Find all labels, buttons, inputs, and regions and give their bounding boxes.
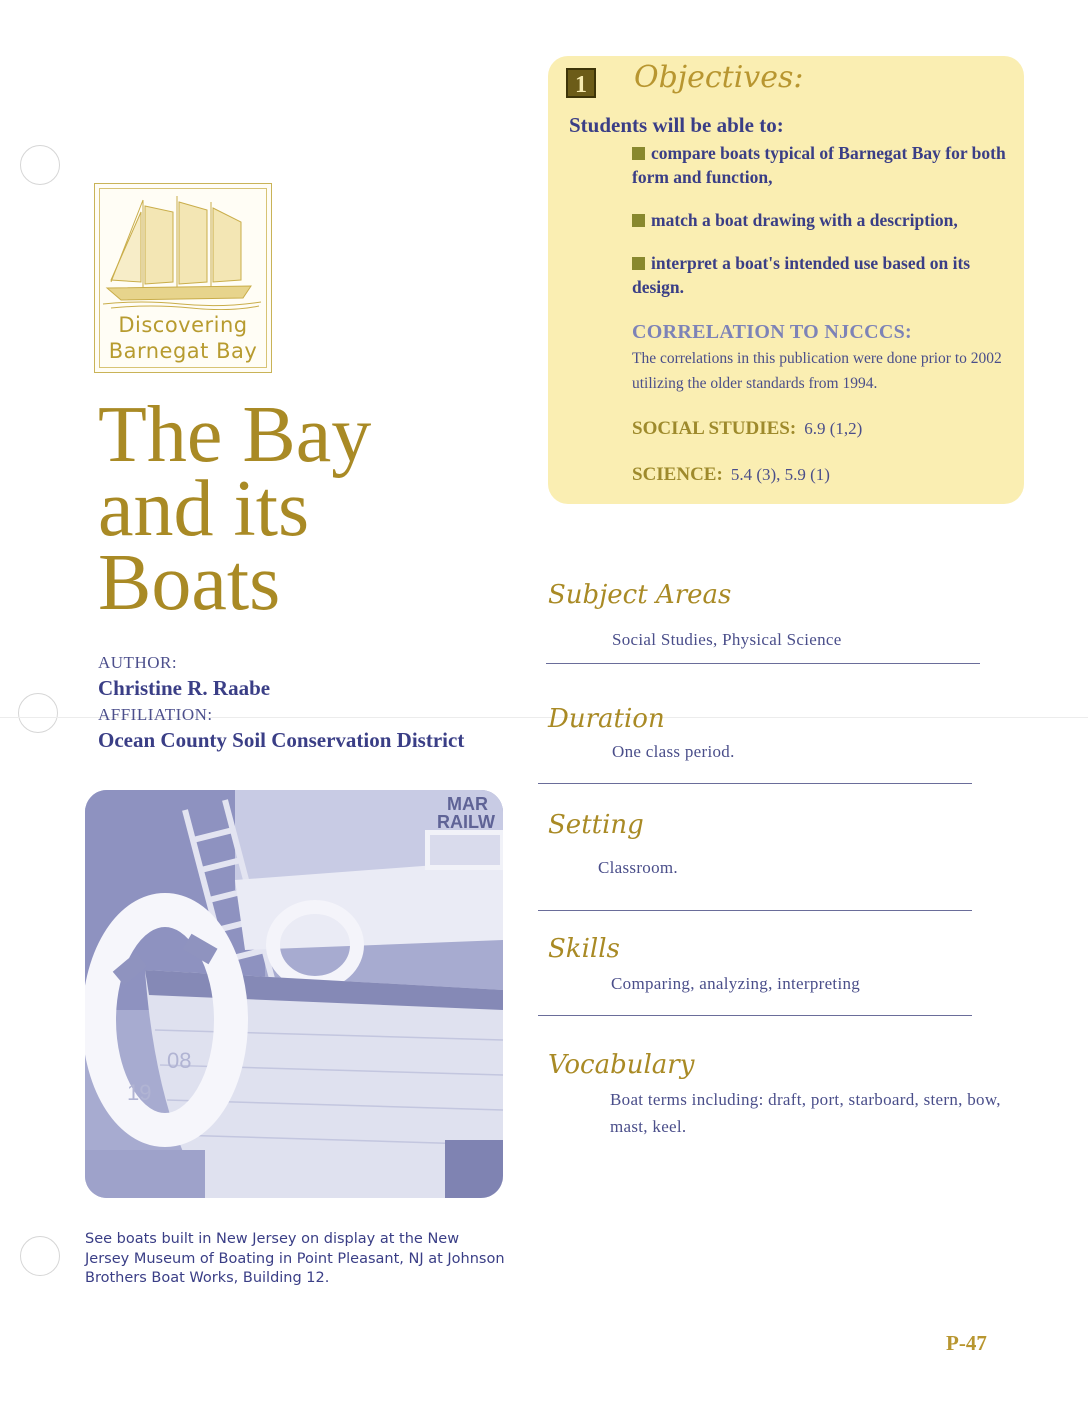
subject-areas-text: Social Studies, Physical Science [612, 630, 842, 649]
correlation-title: CORRELATION TO NJCCCS: [632, 321, 912, 343]
punch-hole-middle [18, 693, 58, 733]
page-number: P-47 [946, 1331, 987, 1355]
objective-item: interpret a boat's intended use based on its design. [632, 253, 971, 297]
vocabulary-heading: Vocabulary [548, 1050, 695, 1080]
objective-item: match a boat drawing with a description, [632, 208, 1012, 232]
science-standard [632, 464, 830, 486]
duration-heading: Duration [548, 704, 665, 734]
author-name: Christine R. Raabe [98, 676, 271, 700]
author-label: AUTHOR: [98, 653, 178, 672]
vocabulary-text: Boat terms including: draft, port, starboard, stern, bow, mast, keel. [610, 1090, 1001, 1136]
square-bullet-icon [632, 214, 645, 227]
photo-sign-line-2: RAILW [437, 812, 495, 832]
title-line-3: Boats [98, 539, 281, 627]
objectives-list [632, 141, 1012, 318]
social-studies-label: SOCIAL STUDIES: [632, 418, 797, 439]
punch-hole-top [20, 145, 60, 185]
schooner-icon [101, 192, 265, 310]
title-line-2: and its [98, 465, 310, 553]
punch-hole-bottom [20, 1236, 60, 1276]
affiliation-name: Ocean County Soil Conservation District [98, 728, 465, 752]
photo-sign-line-1: MAR [447, 794, 488, 814]
science-value: 5.4 (3), 5.9 (1) [730, 465, 830, 484]
objective-item: compare boats typical of Barnegat Bay for both form and function, [632, 143, 1006, 187]
boat-photo [85, 790, 503, 1198]
subject-areas-heading: Subject Areas [548, 580, 732, 610]
setting-heading: Setting [548, 810, 644, 840]
setting-text: Classroom. [598, 858, 678, 877]
section-divider [546, 663, 980, 664]
ring-number: 19 [127, 1080, 152, 1105]
affiliation-label: AFFILIATION: [98, 705, 213, 724]
section-divider [538, 783, 972, 784]
objectives-heading: Objectives: [634, 60, 804, 95]
section-divider [538, 1015, 972, 1016]
social-studies-standard [632, 418, 862, 440]
duration-text: One class period. [612, 742, 735, 761]
correlation-text: The correlations in this publication were done prior to 2002 utilizing the older standards from 1994. [632, 350, 1002, 392]
objectives-number: 1 [566, 68, 596, 98]
lesson-title [98, 391, 498, 627]
logo-line-1: Discovering [118, 313, 248, 337]
logo-text [95, 312, 271, 364]
science-label: SCIENCE: [632, 464, 723, 485]
objectives-intro: Students will be able to: [569, 113, 784, 137]
ring-number-2: 08 [167, 1048, 192, 1073]
square-bullet-icon [632, 147, 645, 160]
skills-text: Comparing, analyzing, interpreting [611, 974, 861, 993]
square-bullet-icon [632, 257, 645, 270]
section-divider [538, 910, 972, 911]
logo-line-2: Barnegat Bay [108, 339, 258, 363]
objectives-box [548, 56, 1024, 504]
author-block [98, 652, 528, 756]
discovering-barnegat-bay-logo [94, 183, 272, 373]
photo-caption: See boats built in New Jersey on display at the New Jersey Museum of Boating in Point Pleasant, NJ at Johnson Brothers Boat Works, Building 12. [85, 1231, 505, 1286]
title-line-1: The Bay [98, 391, 372, 479]
social-studies-value: 6.9 (1,2) [804, 419, 863, 438]
skills-heading: Skills [548, 934, 620, 964]
